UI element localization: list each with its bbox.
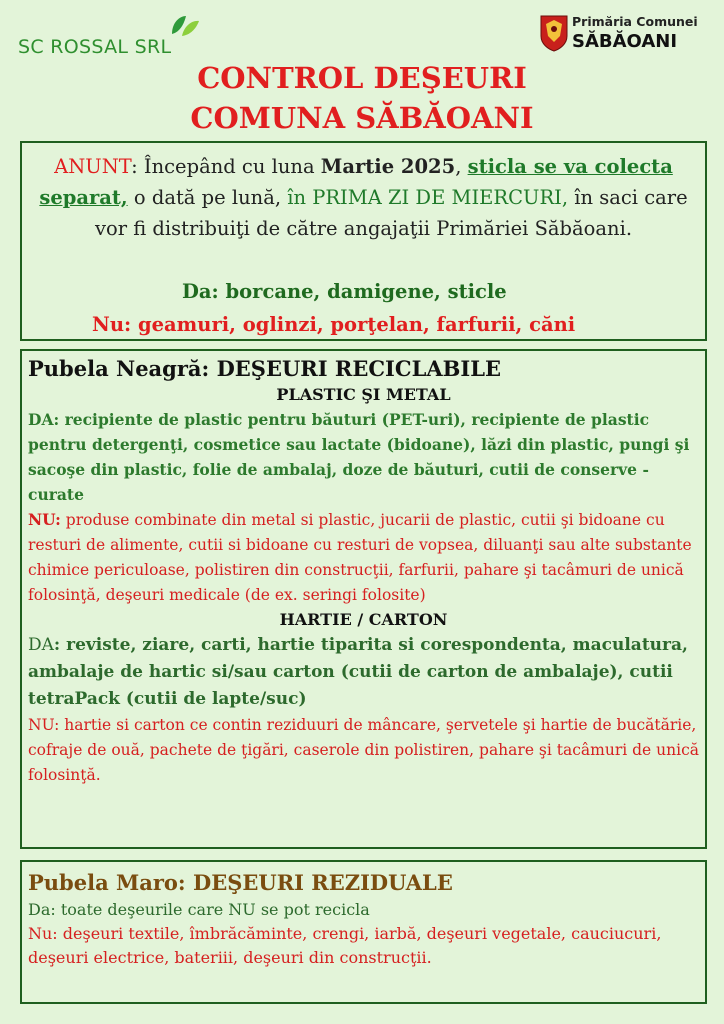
announcement-month: Martie 2025 <box>320 155 456 178</box>
residual-no: Nu: deşeuri textile, îmbrăcăminte, crengi, iarbă, deşeuri vegetale, cauciucuri, deşeuri electrice, bateriii, deşeuri din construcţii. <box>28 924 662 967</box>
paper-heading: HARTIE / CARTON <box>279 610 448 629</box>
plastic-heading: PLASTIC ŞI METAL <box>276 385 451 404</box>
company-name: SC ROSSAL SRL <box>18 36 172 58</box>
brown-bin-title: Pubela Maro: DEŞEURI REZIDUALE <box>28 870 453 895</box>
announcement-day: în PRIMA ZI DE MIERCURI, <box>287 186 569 209</box>
announcement-part: : Începând cu luna <box>131 155 321 178</box>
leaf-icon <box>170 14 200 38</box>
black-bin-title: Pubela Neagră: DEŞEURI RECICLABILE <box>28 356 501 381</box>
brown-bin-box <box>20 860 707 1004</box>
announcement-text <box>28 151 699 244</box>
rossal-logo <box>18 10 178 60</box>
announcement-box <box>20 141 707 341</box>
plastic-no-label: NU: <box>28 510 61 529</box>
coat-of-arms-icon <box>540 14 568 52</box>
paper-no: NU: hartie si carton ce contin reziduuri de mâncare, şervetele şi hartie de bucătărie, cofraje de ouă, pachete de ţigări, caserole din polistiren, pahare şi tacâmuri de unică folosinţă. <box>28 716 699 784</box>
plastic-no-text: produse combinate din metal si plastic, jucarii de plastic, cutii şi bidoane cu resturi de alimente, cutii si bidoane cu resturi de vopsea, diluanţi sau alte substante chimice periculoase, polistiren din construcţii, farfurii, pahare şi tacâmuri de unică folosinţă, deşeuri medicale (de ex. seringi folosite) <box>28 511 692 604</box>
mayor-office-line1: Primăria Comunei <box>572 14 698 29</box>
page-title-line1: CONTROL DEŞEURI <box>197 61 527 95</box>
plastic-yes: DA: recipiente de plastic pentru băuturi (PET-uri), recipiente de plastic pentru detergenţi, cosmetice sau lactate (bidoane), lăzi din plastic, pungi şi sacoşe din plastic, folie de ambalaj, doze de băuturi, cutii de conserve - curate <box>28 410 690 504</box>
announcement-part: , <box>455 155 468 178</box>
paper-yes-text: : reviste, ziare, carti, hartie tiparita si corespondenta, maculatura, ambalaje de hartic si/sau carton (cutii de carton de ambalaje), cutii tetraPack (cutii de lapte/suc) <box>28 635 688 709</box>
mayor-office-logo <box>540 14 710 58</box>
announcement-part: în saci care vor fi distribuiţi de către angajaţii Primăriei Săbăoani. <box>94 186 688 240</box>
paper-yes <box>28 632 699 713</box>
black-bin-box <box>20 349 707 849</box>
residual-yes: Da: toate deşeurile care NU se pot recicla <box>28 900 370 919</box>
announcement-part: o dată pe lună, <box>127 186 288 209</box>
glass-yes-list: Da: borcane, damigene, sticle <box>182 280 507 303</box>
glass-no-list: Nu: geamuri, oglinzi, porţelan, farfurii, căni <box>92 313 576 336</box>
announcement-glass: sticla se va colecta separat, <box>39 155 673 209</box>
paper-yes-label: DA <box>28 635 54 655</box>
mayor-office-line2: SĂBĂOANI <box>572 31 678 52</box>
announcement-label: ANUNT <box>54 155 132 178</box>
page-title-line2: COMUNA SĂBĂOANI <box>190 101 534 135</box>
plastic-no <box>28 507 699 608</box>
